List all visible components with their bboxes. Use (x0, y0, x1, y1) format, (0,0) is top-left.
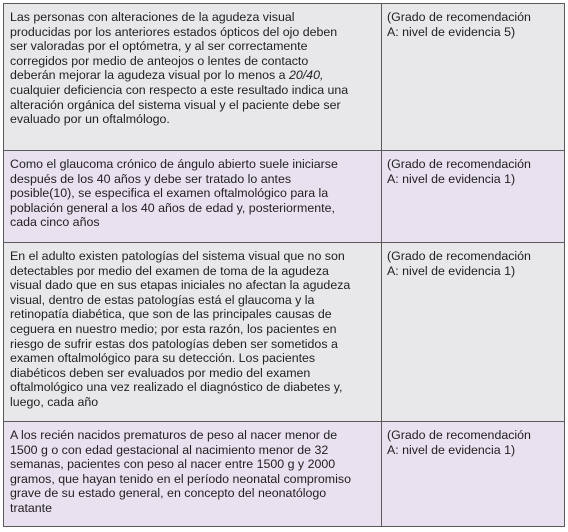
acuity-value: 20/40, (288, 68, 324, 83)
recommendation-text-cell (4, 422, 382, 527)
text-line: retinopatía diabética, que son de las principales causas de (10, 307, 332, 322)
text-line: producidas por los anteriores estados ópticos del ojo deben (10, 24, 338, 39)
text-line: posible(10), se especifica el examen oftalmológico para la (10, 186, 329, 201)
text-line: detectables por medio del examen de toma de la agudeza (10, 263, 329, 278)
text-line: visual dado que en sus etapas iniciales no afectan la agudeza (10, 278, 351, 293)
text-line: después de los 40 años y debe ser tratado lo antes (10, 171, 292, 186)
recommendation-grade-cell (382, 4, 565, 151)
text-line: gramos, que hayan tenido en el período neonatal compromiso (10, 471, 351, 486)
text-line: cada cinco años (10, 215, 100, 230)
text-line: examen oftalmológico para su detección. Los pacientes (10, 351, 316, 366)
grade-line: (Grado de recomendación (387, 10, 531, 24)
text-line: cualquier deficiencia con respecto a este resultado indica una (10, 82, 349, 97)
grade-line: (Grado de recomendación (387, 428, 531, 442)
text-line: Las personas con alteraciones de la agudeza visual (10, 10, 295, 24)
text-line: ceguera en nuestro medio; por esta razón, los pacientes en (10, 321, 337, 336)
text-line: 1500 g o con edad gestacional al nacimiento menor de 32 (10, 442, 329, 457)
recommendations-table (3, 3, 565, 527)
grade-line: A: nivel de evidencia 1) (387, 263, 516, 278)
recommendation-grade-cell (382, 422, 565, 527)
recommendation-text-cell (4, 151, 382, 243)
grade-line: A: nivel de evidencia 1) (387, 171, 516, 186)
text-line: riesgo de sufrir estas dos patologías deben ser sometidos a (10, 336, 338, 351)
text-line: alteración orgánica del sistema visual y el paciente debe ser (10, 97, 341, 112)
text-line: grave de su estado general, en concepto del neonatólogo (10, 486, 327, 501)
grade-line: A: nivel de evidencia 5) (387, 24, 516, 39)
text-line: población general a los 40 años de edad y, posteriormente, (10, 200, 335, 215)
table-row (4, 151, 565, 243)
text-line: tratante (10, 500, 53, 515)
text-line-with-acuity (10, 68, 375, 83)
text-line: En el adulto existen patologías del sistema visual que no son (10, 249, 345, 263)
text-line: Como el glaucoma crónico de ángulo abierto suele iniciarse (10, 157, 338, 171)
text-line: oftalmológico una vez realizado el diagnóstico de diabetes y, (10, 380, 343, 395)
table-row (4, 243, 565, 422)
text-line: visual, dentro de estas patologías está el glaucoma y la (10, 292, 315, 307)
recommendation-grade-cell (382, 243, 565, 422)
recommendation-text-cell (4, 243, 382, 422)
table-row (4, 4, 565, 151)
text-line: A los recién nacidos prematuros de peso al nacer menor de (10, 428, 338, 442)
recommendation-grade-cell (382, 151, 565, 243)
text-line: ser valoradas por el optómetra, y al ser correctamente (10, 39, 308, 54)
grade-line: A: nivel de evidencia 1) (387, 442, 516, 457)
grade-line: (Grado de recomendación (387, 157, 531, 171)
text-line: luego, cada año (10, 394, 99, 409)
table-row (4, 422, 565, 527)
text-line: diabéticos deben ser evaluados por medio del examen (10, 365, 311, 380)
grade-line: (Grado de recomendación (387, 249, 531, 263)
text-line: corregidos por medio de anteojos o lentes de contacto (10, 53, 309, 68)
recommendation-text-cell (4, 4, 382, 151)
text-line: deberán mejorar la agudeza visual por lo menos a (10, 68, 289, 83)
text-line: evaluado por un oftalmólogo. (10, 112, 170, 127)
text-line: semanas, pacientes con peso al nacer entre 1500 g y 2000 (10, 457, 336, 472)
